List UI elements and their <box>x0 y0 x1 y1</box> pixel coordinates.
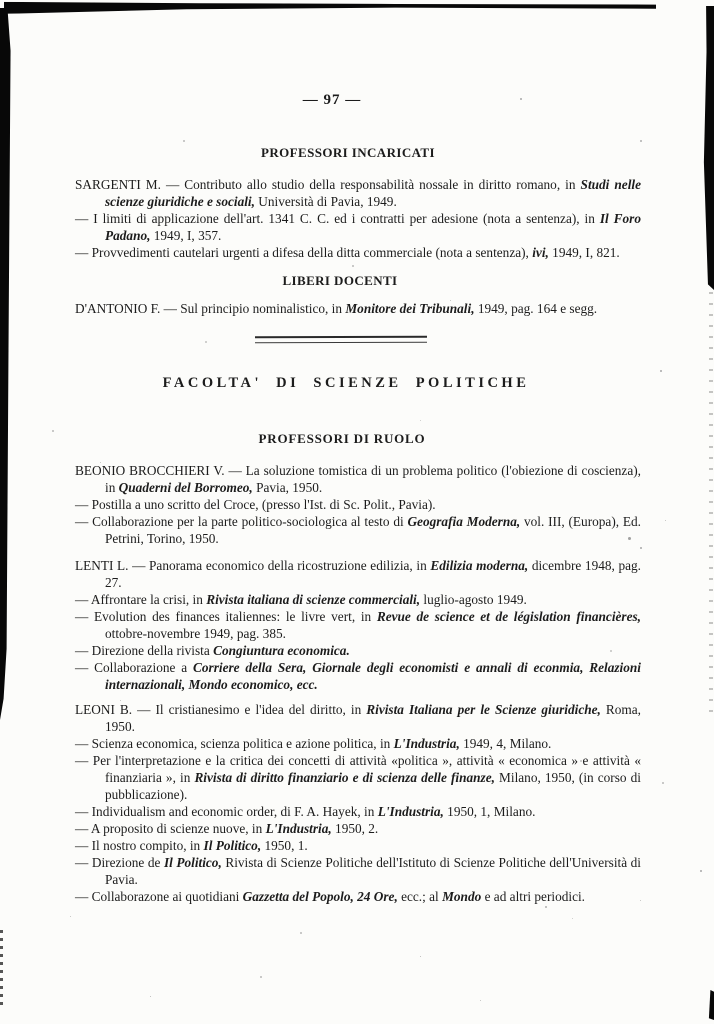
text-run: Rivista di Scienze Politiche dell'Istituto di Scienze Politiche dell'Università di Pavia. <box>105 855 642 887</box>
text-run: — Direzione de <box>75 855 164 870</box>
bibliography-entry <box>75 244 641 261</box>
text-run: ecc.; al <box>397 889 443 904</box>
scan-speckle <box>150 996 151 997</box>
text-run: Rivista italiana di scienze commerciali, <box>206 592 421 607</box>
text-run: L'Industria, <box>393 736 460 751</box>
bibliography-entry <box>75 513 641 547</box>
scan-artifact-right-speckles <box>709 292 713 712</box>
bibliography-entry <box>75 462 641 496</box>
bibliography-entry <box>75 803 641 820</box>
bibliography-entry <box>75 300 641 317</box>
text-run: — Il nostro compito, in <box>75 838 204 853</box>
text-run: Corriere della Sera, Giornale degli economisti e annali di econmia, Relazioni internazionali, Mondo economico, ecc. <box>105 660 641 692</box>
text-column <box>75 0 641 905</box>
text-run: — Evolution des finances italiennes: le livre vert, in <box>75 609 377 624</box>
text-run: 1950, 1. <box>261 838 308 853</box>
section-liberi-docenti <box>75 300 641 317</box>
bibliography-entry <box>75 888 641 905</box>
text-run: 1950, 2. <box>331 821 379 836</box>
text-run: L'Industria, <box>265 821 332 836</box>
text-run: LENTI L. — Panorama economico della ricostruzione edilizia, in <box>75 558 431 573</box>
bibliography-entry <box>75 837 641 854</box>
text-run: Milano, 1950, (in corso di pubblicazione). <box>105 770 641 802</box>
scan-artifact-left-remnant <box>0 930 3 1010</box>
scan-artifact-right-edge <box>703 6 714 290</box>
bibliography-entry <box>75 210 641 244</box>
text-run: L'Industria, <box>377 804 444 819</box>
text-run: BEONIO BROCCHIERI V. — La soluzione tomistica di un problema politico (l'obiezione di coscienza), in <box>75 463 641 495</box>
text-run: Edilizia moderna, <box>430 558 529 573</box>
text-run: 1949, 4, Milano. <box>459 736 552 751</box>
section-divider-rule <box>255 336 427 343</box>
text-run: 1950, 1, Milano. <box>443 804 536 819</box>
text-run: 1949, I, 821. <box>548 245 620 260</box>
text-run: — Individualism and economic order, di F. A. Hayek, in <box>75 804 378 819</box>
bibliography-entry <box>75 608 641 642</box>
scan-speckle <box>700 870 702 872</box>
text-run: — Collaborazone ai quotidiani <box>75 889 243 904</box>
scan-speckle <box>420 956 421 957</box>
bibliography-entry <box>75 752 641 803</box>
scan-speckle <box>660 370 662 372</box>
text-run: Revue de science et de législation financières, <box>376 609 641 624</box>
text-run: e ad altri periodici. <box>481 889 585 904</box>
text-run: Monitore dei Tribunali, <box>345 301 475 316</box>
bibliography-entry <box>75 176 641 210</box>
text-run: — Affrontare la crisi, in <box>75 592 207 607</box>
text-run: Il Politico, <box>163 855 222 870</box>
author-block-beonio-brocchieri <box>75 462 641 547</box>
faculty-heading: FACOLTA' DI SCIENZE POLITICHE <box>162 375 530 391</box>
bibliography-entry <box>75 820 641 837</box>
text-run: Congiuntura economica. <box>213 643 350 658</box>
bibliography-entry <box>75 496 641 513</box>
text-run: Gazzetta del Popolo, 24 Ore, <box>242 889 398 904</box>
bibliography-entry <box>75 735 641 752</box>
scan-artifact-bottom-right-mark <box>708 990 714 1020</box>
scan-speckle <box>572 918 573 919</box>
text-run: Mondo <box>442 889 482 904</box>
text-run: — Per l'interpretazione e la critica dei concetti di attività «politica », attività « economica » e attività « finanziaria », in <box>75 753 641 785</box>
text-run: — Provvedimenti cautelari urgenti a difesa della ditta commerciale (nota a sentenza), <box>75 245 533 260</box>
text-run: — Postilla a uno scritto del Croce, (presso l'Ist. di Sc. Polit., Pavia). <box>75 497 436 512</box>
section-professori-incaricati <box>75 176 641 261</box>
section-heading-professori-incaricati: PROFESSORI INCARICATI <box>261 145 435 160</box>
text-run: luglio-agosto 1949. <box>420 592 527 607</box>
text-run: D'ANTONIO F. — Sul principio nominalistico, in <box>75 301 346 316</box>
author-block-leoni <box>75 701 641 905</box>
text-run: Rivista Italiana per le Scienze giuridiche, <box>366 702 601 717</box>
text-run: — Collaborazione per la parte politico-sociologica al testo di <box>75 514 408 529</box>
text-run: — I limiti di applicazione dell'art. 1341 C. C. ed i contratti per adesione (nota a sentenza), in <box>75 211 600 226</box>
text-run: Quaderni del Borromeo, <box>118 480 253 495</box>
bibliography-entry <box>75 642 641 659</box>
scan-speckle <box>480 1000 481 1001</box>
bibliography-entry <box>75 659 641 693</box>
text-run: LEONI B. — Il cristianesimo e l'idea del diritto, in <box>75 702 367 717</box>
bibliography-entry <box>75 701 641 735</box>
text-run: Il Foro Padano, <box>105 211 641 243</box>
text-run: — A proposito di scienze nuove, in <box>75 821 266 836</box>
bibliography-entry <box>75 854 641 888</box>
scan-speckle <box>70 916 71 917</box>
scan-speckle <box>545 906 547 908</box>
text-run: Geografia Moderna, <box>407 514 521 529</box>
scan-speckle <box>260 976 262 978</box>
scan-speckle <box>662 782 664 784</box>
section-heading-liberi-docenti: LIBERI DOCENTI <box>282 273 398 288</box>
scan-artifact-left-edge <box>0 8 12 720</box>
text-run: dicembre 1948, pag. 27. <box>105 558 641 590</box>
section-heading-professori-di-ruolo: PROFESSORI DI RUOLO <box>258 431 426 446</box>
text-run: Rivista di diritto finanziario e di scienza delle finanze, <box>194 770 495 785</box>
scan-speckle <box>52 430 54 432</box>
text-run: SARGENTI M. — Contributo allo studio della responsabilità nossale in diritto romano, in <box>75 177 581 192</box>
text-run: ivi, <box>532 245 549 260</box>
text-run: Studi nelle scienze giuridiche e sociali, <box>105 177 641 209</box>
text-run: vol. III, (Europa), Ed. Petrini, Torino, 1950. <box>105 514 641 546</box>
text-run: 1949, I, 357. <box>150 228 222 243</box>
text-run: Il Politico, <box>203 838 262 853</box>
bibliography-entry <box>75 557 641 591</box>
bibliography-entry <box>75 591 641 608</box>
text-run: — Direzione della rivista <box>75 643 214 658</box>
text-run: — Scienza economica, scienza politica e azione politica, in <box>75 736 394 751</box>
text-run: — Collaborazione a <box>75 660 194 675</box>
text-run: Università di Pavia, 1949. <box>254 194 397 209</box>
author-block-lenti <box>75 557 641 693</box>
page-number: — 97 — <box>302 92 362 108</box>
scan-speckle <box>665 520 666 521</box>
text-run: Roma, 1950. <box>105 702 641 734</box>
scan-speckle <box>300 932 302 934</box>
text-run: 1949, pag. 164 e segg. <box>474 301 598 316</box>
text-run: ottobre-novembre 1949, pag. 385. <box>105 626 286 641</box>
text-run: Pavia, 1950. <box>252 480 323 495</box>
